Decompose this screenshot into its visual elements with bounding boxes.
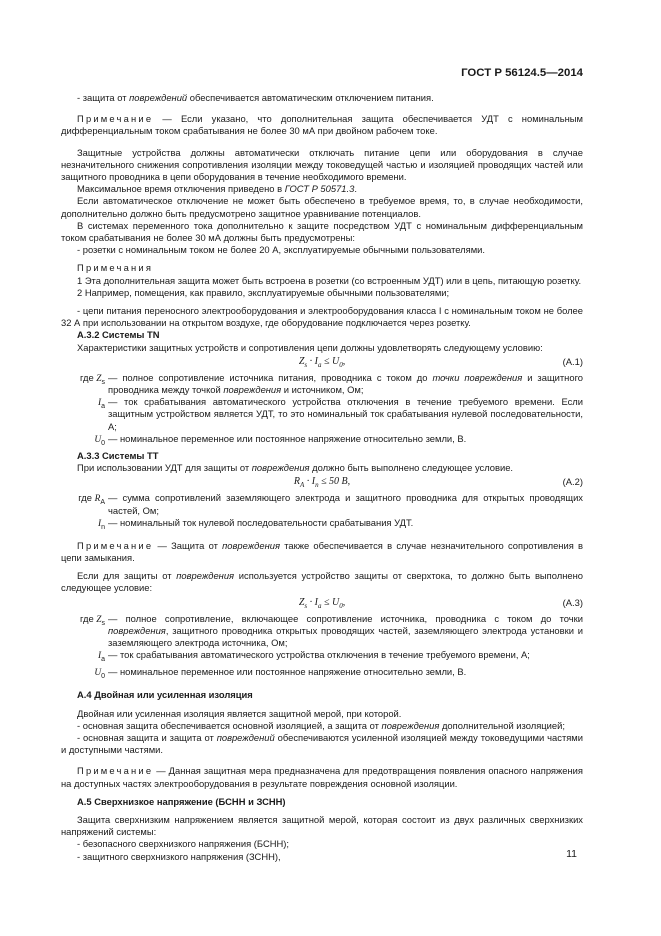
- paragraph: Защитные устройства должны автоматически отключать питание цепи или оборудования в случае незначительного снижения сопротивления изоляции между токоведущей частью и изоляцией проводящих частей или защитного проводника в цепи оборудования в течение необходимого времени.: [61, 146, 583, 183]
- formula-a3: $Z_s \cdot I_a \le U_0$, (А.3): [298, 596, 583, 610]
- paragraph: Если автоматическое отключение не может быть обеспечено в требуемое время, то, в случае необходимости, дополнительно должно быть предусмотрено защитное уравнивание потенциалов.: [61, 195, 583, 219]
- note: Примечание — Данная защитная мера предназначена для предотвращения появления опасного напряжения на доступных частях электрооборудования в результате повреждения основной изоляции.: [61, 765, 583, 789]
- formula-a1: $Z_s \cdot I_a \le U_0$, (А.1): [298, 355, 583, 369]
- list-item: - основная защита и защита от повреждений обеспечиваются усиленной изоляцией между токоведущими частями и доступными частями.: [61, 732, 583, 756]
- standard-reference: ГОСТ Р 50571.3: [284, 183, 355, 195]
- list-item: - основная защита обеспечивается основной изоляцией, а защита от повреждения дополнительной изоляцией;: [77, 719, 565, 731]
- list-item: - безопасного сверхнизкого напряжения (БСНН);: [77, 838, 289, 850]
- note-item: 2 Например, помещения, как правило, эксплуатируемые обычными пользователями;: [77, 286, 450, 298]
- paragraph: При использовании УДТ для защиты от повреждения должно быть выполнено следующее условие.: [77, 462, 514, 474]
- note: Примечание — Защита от повреждения также обеспечивается в случае незначительного сопротивления в цепи замыкания.: [61, 539, 584, 564]
- document-header-code: ГОСТ Р 56124.5—2014: [461, 67, 583, 79]
- list-item: - цепи питания переносного электрооборудования и электрооборудования класса I с номинальным током не более 32 А при использовании на открытом воздухе, где оборудование подключается через розетку.: [61, 305, 583, 329]
- section-heading-a32: А.3.2 Системы TN: [77, 329, 160, 341]
- paragraph: Если для защиты от повреждения используется устройство защиты от сверхтока, то должно быть выполнено следующее условие:: [61, 570, 583, 594]
- definition-ia: $I_a$ — ток срабатывания автоматического устройства отключения в течение требуемого времени. Если защитным устройством является УДТ, то это номинальный ток срабатывания нулевой последовательности, А;: [97, 396, 583, 432]
- definition-zs: где $Z_s$ — полное сопротивление источника питания, проводника с током до точки повреждения и защитного проводника между точкой повреждения и источником, Ом;: [79, 371, 583, 396]
- note-item: 1 Эта дополнительная защита может быть встроена в розетки (со встроенным УДТ) или в цепь, питающую розетку.: [77, 274, 582, 286]
- paragraph: Характеристики защитных устройств и сопротивления цепи должны удовлетворять следующему условию:: [77, 341, 543, 353]
- section-heading-a33: А.3.3 Системы TT: [77, 449, 159, 461]
- formula-a2: $R_A \cdot I_n \le 50$ В, (А.2): [293, 476, 583, 490]
- paragraph: Двойная или усиленная изоляция является защитной мерой, при которой.: [77, 707, 402, 719]
- formula-number: (А.3): [562, 596, 583, 608]
- list-item: - защитного сверхнизкого напряжения (ЗСНН),: [77, 850, 281, 862]
- definition-ra: где $R_A$ — сумма сопротивлений заземляющего электрода и защитного проводника для открытых проводящих частей, Ом;: [78, 492, 583, 516]
- paragraph: Максимальное время отключения приведено в ГОСТ Р 50571.3.: [77, 183, 357, 195]
- definition-in: $I_n$ — номинальный ток нулевой последовательности срабатывания УДТ.: [97, 516, 414, 531]
- page-number: 11: [566, 848, 577, 860]
- notes-heading: Примечания: [77, 262, 154, 274]
- definition-ia-2: $I_a$ — ток срабатывания автоматического устройства отключения в течение требуемого времени, А;: [97, 649, 530, 664]
- note: Примечание — Если указано, что дополнительная защита обеспечивается УДТ с номинальным дифференциальным током срабатывания не более 30 мА при двойном рабочем токе.: [61, 113, 583, 137]
- paragraph: - защита от повреждений обеспечивается автоматическим отключением питания.: [77, 92, 434, 103]
- paragraph: Защита сверхнизким напряжением является защитной мерой, которая состоит из двух различных сверхнизких напряжений системы:: [61, 814, 583, 838]
- definition-u0-2: $U_0$ — номинальное переменное или постоянное напряжение относительно земли, В.: [94, 666, 467, 681]
- paragraph: В системах переменного тока дополнительно к защите посредством УДТ с номинальным дифференциальным током срабатывания не более 30 мА должны быть предусмотрены:: [61, 219, 583, 244]
- page-body: [61, 92, 583, 863]
- list-item: - розетки с номинальным током не более 20 А, эксплуатируемые обычными пользователями.: [77, 244, 486, 256]
- definition-u0: $U_0$ — номинальное переменное или постоянное напряжение относительно земли, В.: [94, 432, 467, 447]
- formula-number: (А.2): [562, 476, 583, 488]
- formula-number: (А.1): [562, 355, 583, 367]
- section-heading-a5: А.5 Сверхнизкое напряжение (БСНН и ЗСНН): [77, 795, 286, 807]
- definition-zs-2: где $Z_s$ — полное сопротивление, включающее сопротивление источника, проводника с током до точки повреждения, защитного проводника открытых проводящих частей, заземляющего электрода установки и заземляющего электрода источника, Ом;: [79, 612, 583, 649]
- section-heading-a4: А.4 Двойная или усиленная изоляция: [77, 689, 253, 701]
